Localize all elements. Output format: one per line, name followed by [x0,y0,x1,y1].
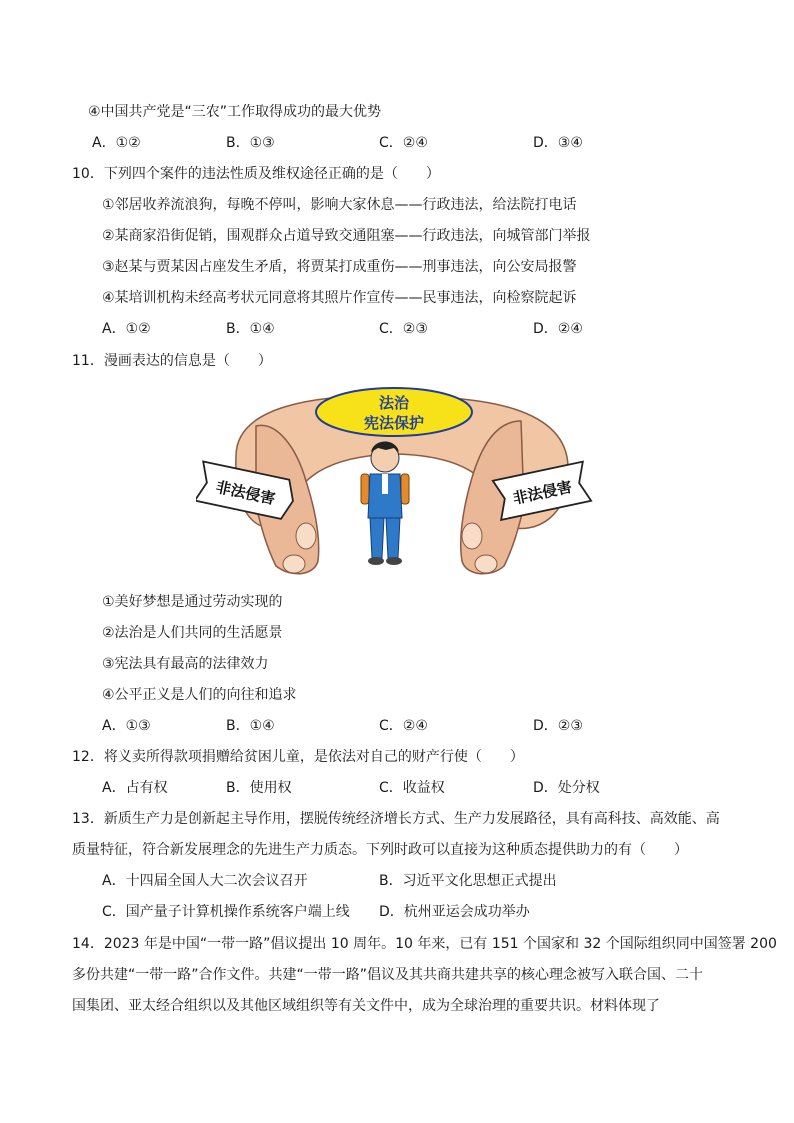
right-finger-nail [475,555,497,573]
right-thumb-nail [462,523,482,549]
q10-option-b[interactable]: B．①④ [226,321,275,337]
q13-stem-line-1: 13．新质生产力是创新起主导作用，摆脱传统经济增长方式、生产力发展路径，具有高科技、高效能、高 [72,811,720,827]
q9-item-4: ④中国共产党是“三农”工作取得成功的最大优势 [88,104,382,120]
q11-item-4: ④公平正义是人们的向往和追求 [102,687,297,703]
q10-item-4: ④某培训机构未经高考状元同意将其照片作宣传——民事违法，向检察院起诉 [102,290,577,306]
left-sign-text: 非法侵害 [214,477,277,508]
q10-item-2: ②某商家沿街促销，围观群众占道导致交通阻塞——行政违法，向城管部门举报 [102,228,591,244]
q13-option-c[interactable]: C．国产量子计算机操作系统客户端上线 [102,904,350,920]
q11-item-3: ③宪法具有最高的法律效力 [102,656,269,672]
q10-option-c[interactable]: C．②③ [379,321,428,337]
left-finger-nail [283,555,305,573]
q9-option-a[interactable]: A．①② [92,135,141,151]
q12-option-b[interactable]: B．使用权 [226,780,292,796]
student-figure [361,442,409,566]
q10-option-d[interactable]: D．②④ [533,321,583,337]
q11-option-c[interactable]: C．②④ [379,718,428,734]
q9-option-d[interactable]: D．③④ [533,135,583,151]
q12-option-a[interactable]: A．占有权 [102,780,168,796]
q9-option-c[interactable]: C．②④ [379,135,428,151]
q11-option-b[interactable]: B．①④ [226,718,275,734]
q10-option-a[interactable]: A．①② [102,321,151,337]
q13-option-a[interactable]: A．十四届全国人大二次会议召开 [102,873,308,889]
q9-option-b[interactable]: B．①③ [226,135,275,151]
q12-stem: 12．将义卖所得款项捐赠给贫困儿童，是依法对自己的财产行使（ ） [72,749,524,765]
q13-option-d[interactable]: D．杭州亚运会成功举办 [379,904,530,920]
q11-item-1: ①美好梦想是通过劳动实现的 [102,594,283,610]
cartoon-illustration [196,386,594,582]
q14-stem-line-3: 国集团、亚太经合组织以及其他区域组织等有关文件中，成为全球治理的重要共识。材料体现了 [72,998,660,1014]
q13-option-b[interactable]: B．习近平文化思想正式提出 [379,873,557,889]
q11-item-2: ②法治是人们共同的生活愿景 [102,625,283,641]
q10-item-1: ①邻居收养流浪狗，每晚不停叫，影响大家休息——行政违法，给法院打电话 [102,197,577,213]
q10-stem: 10．下列四个案件的违法性质及维权途径正确的是（ ） [72,166,440,182]
banner-line-2: 宪法保护 [363,414,425,432]
q13-stem-line-2: 质量特征，符合新发展理念的先进生产力质态。下列时政可以直接为这种质态提供助力的有（ ） [72,842,688,858]
q12-option-d[interactable]: D．处分权 [533,780,600,796]
left-thumb-nail [296,523,316,549]
q11-option-a[interactable]: A．①③ [102,718,151,734]
banner-line-1: 法治 [378,394,410,412]
q14-stem-line-1: 14．2023 年是中国“一带一路”倡议提出 10 周年。10 年来，已有 151 个国家和 32 个国际组织同中国签署 200 [72,936,777,952]
q11-stem: 11．漫画表达的信息是（ ） [72,353,272,369]
right-sign-text: 非法侵害 [511,477,574,508]
q12-option-c[interactable]: C．收益权 [379,780,445,796]
q14-stem-line-2: 多份共建“一带一路”合作文件。共建“一带一路”倡议及其共商共建共享的核心理念被写入联合国、二十 [72,967,704,983]
q11-option-d[interactable]: D．②③ [533,718,583,734]
q10-item-3: ③赵某与贾某因占座发生矛盾，将贾某打成重伤——刑事违法，向公安局报警 [102,259,577,275]
